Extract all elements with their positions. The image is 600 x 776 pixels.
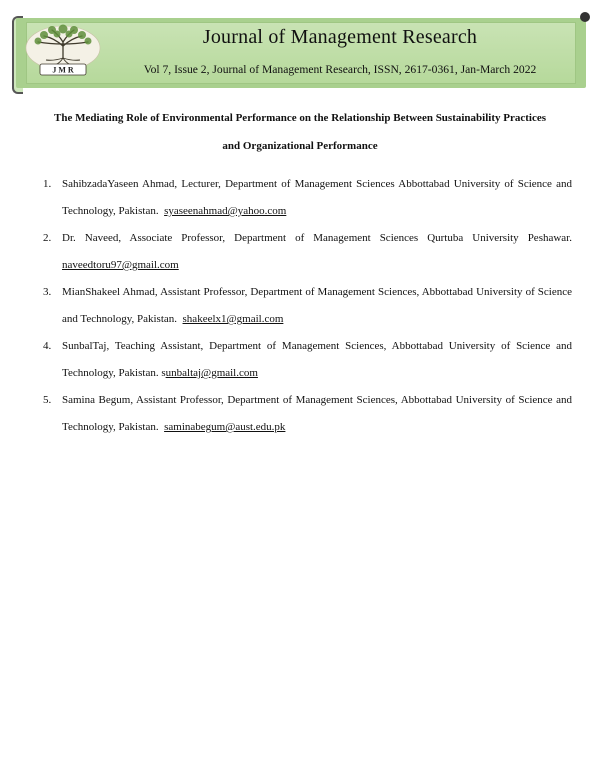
list-number: 3. [43,286,52,298]
logo-text: J M R [52,65,74,75]
author-affiliation: SahibzadaYaseen Ahmad, Lecturer, Department of Management Sciences Abbottabad University of Science and Technology, Pakistan. [62,178,572,217]
list-number: 2. [43,232,52,244]
list-item [43,279,572,333]
author-affiliation: Dr. Naveed, Associate Professor, Department of Management Sciences Qurtuba University Peshawar. [62,232,572,244]
paper-title-line-2: and Organizational Performance [222,140,378,152]
author-affiliation: SunbalTaj, Teaching Assistant, Department of Management Sciences, Abbottabad University of Science and Technology, Pakistan. s [62,340,572,379]
list-number: 5. [43,394,52,406]
journal-logo [24,24,102,80]
journal-name: Journal of Management Research [202,26,478,48]
list-item [43,225,572,279]
banner-scroll-right [580,12,590,22]
author-email-link[interactable]: shakeelx1@gmail.com [182,313,284,325]
author-email-link[interactable]: unbaltaj@gmail.com [165,367,258,379]
paper-title [30,104,570,160]
tree-logo-icon [24,24,102,80]
list-item [43,171,572,225]
paper-title-line-1: The Mediating Role of Environmental Performance on the Relationship Between Sustainability Practices [53,112,546,124]
author-affiliation: MianShakeel Ahmad, Assistant Professor, Department of Management Sciences, Abbottabad University of Science and Technology, Pakistan. [62,286,572,325]
list-number: 4. [43,340,52,352]
list-item [43,387,572,441]
author-affiliation: Samina Begum, Assistant Professor, Department of Management Sciences, Abbottabad University of Science and Technology, Pakistan. [62,394,572,433]
author-email-link[interactable]: syaseenahmad@yahoo.com [164,205,287,217]
list-item [43,333,572,387]
author-email-link[interactable]: naveedtoru97@gmail.com [62,259,179,271]
author-list [43,171,572,441]
journal-issue-line: Vol 7, Issue 2, Journal of Management Research, ISSN, 2617-0361, Jan-March 2022 [143,63,537,76]
list-number: 1. [43,178,52,190]
author-email-link[interactable]: saminabegum@aust.edu.pk [164,421,286,433]
